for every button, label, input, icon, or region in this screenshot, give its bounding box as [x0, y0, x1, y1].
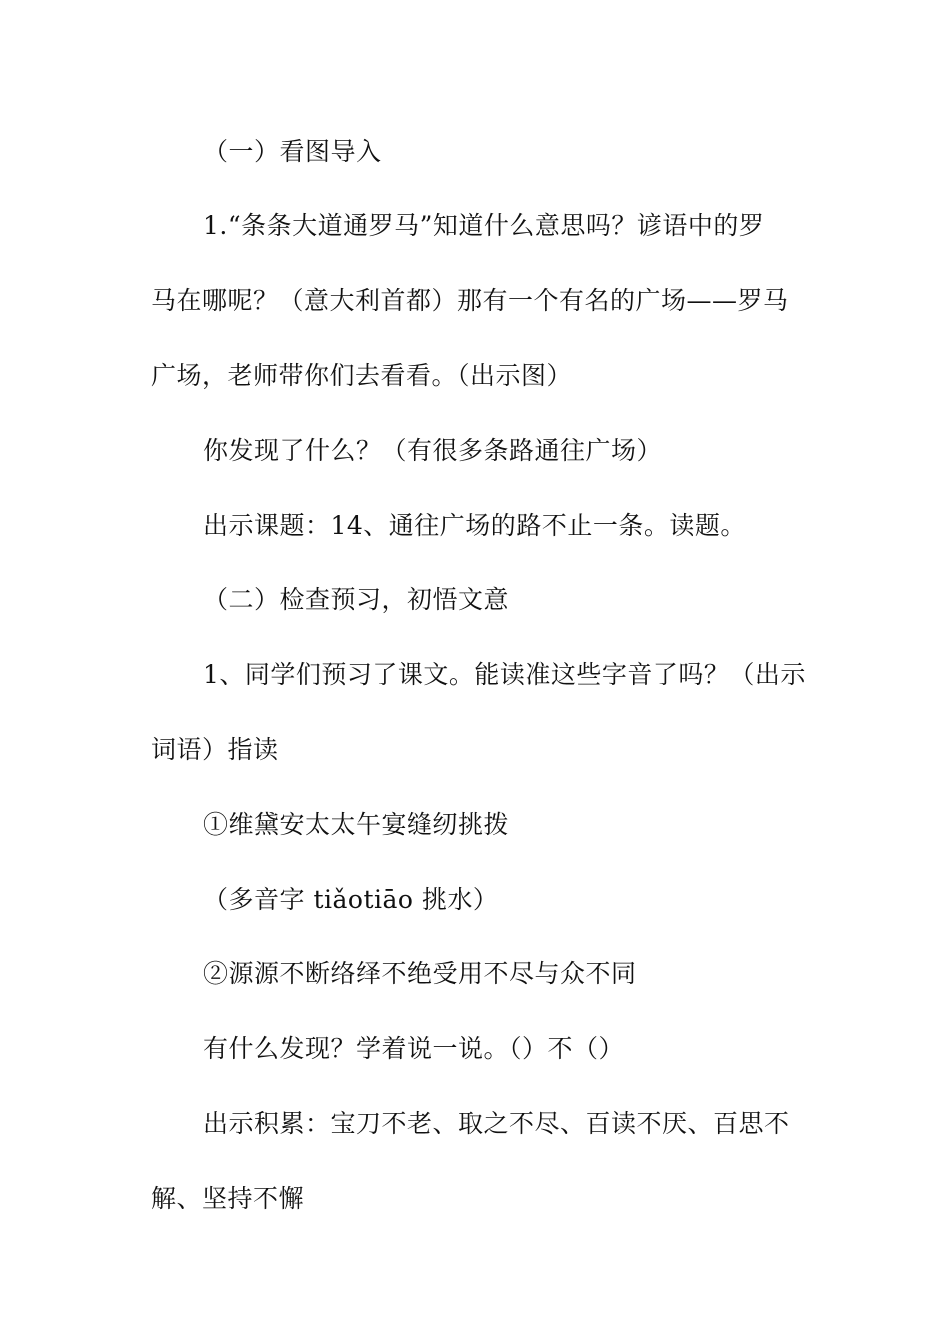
paragraph-line: 出示课题：14、通往广场的路不止一条。读题。 — [203, 511, 746, 540]
paragraph-line: 解、坚持不懈 — [151, 1184, 305, 1213]
paragraph-line: 广场，老师带你们去看看。（出示图） — [151, 361, 573, 390]
word-list-line: ①维黛安太太午宴缝纫挑拨 — [203, 810, 510, 839]
paragraph-line: 马在哪呢？（意大利首都）那有一个有名的广场——罗马 — [151, 286, 789, 315]
paragraph-line: 有什么发现？学着说一说。（）不（） — [203, 1034, 625, 1063]
paragraph-line: 词语）指读 — [151, 735, 279, 764]
paragraph-line: （多音字 tiǎotiāo 挑水） — [203, 885, 499, 914]
paragraph-line: 1.“条条大道通罗马”知道什么意思吗？谚语中的罗 — [203, 211, 765, 240]
word-list-line: ②源源不断络绎不绝受用不尽与众不同 — [203, 959, 637, 988]
section-heading-1: （一）看图导入 — [203, 137, 382, 166]
paragraph-line: 1、同学们预习了课文。能读准这些字音了吗？（出示 — [203, 660, 806, 689]
paragraph-line: 出示积累：宝刀不老、取之不尽、百读不厌、百思不 — [203, 1109, 790, 1138]
section-heading-2: （二）检查预习，初悟文意 — [203, 585, 510, 614]
paragraph-line: 你发现了什么？（有很多条路通往广场） — [203, 436, 663, 465]
